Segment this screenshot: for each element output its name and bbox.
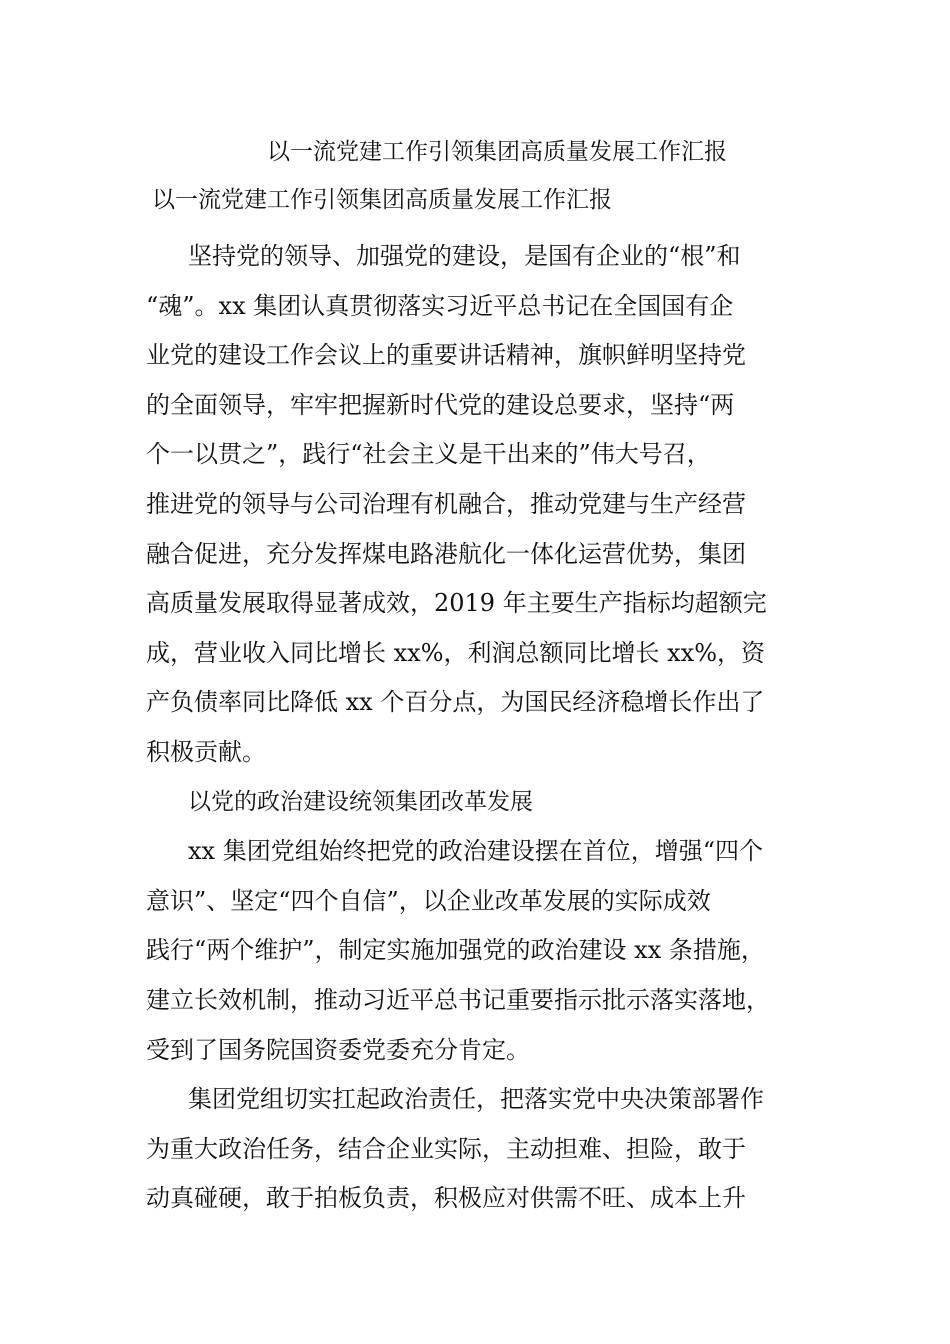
text-line: 积极贡献。 bbox=[146, 737, 266, 766]
text-line: 的全面领导，牢牢把握新时代党的建设总要求，坚持“两 bbox=[146, 390, 735, 419]
paragraph-political-responsibility bbox=[146, 1075, 826, 1224]
text-line: 集团党组切实扛起政治责任，把落实党中央决策部署作 bbox=[188, 1085, 764, 1114]
text-line: 受到了国务院国资委党委充分肯定。 bbox=[146, 1035, 530, 1064]
text-line: 为重大政治任务，结合企业实际，主动担难、担险，敢于 bbox=[146, 1134, 746, 1163]
text-line: 推进党的领导与公司治理有机融合，推动党建与生产经营 bbox=[146, 489, 746, 518]
text-line: 建立长效机制，推动习近平总书记重要指示批示落实落地， bbox=[146, 985, 770, 1014]
text-line: 意识”、坚定“四个自信”，以企业改革发展的实际成效 bbox=[146, 886, 711, 915]
section-heading bbox=[146, 778, 826, 828]
text-line: 动真碰硬，敢于拍板负责，积极应对供需不旺、成本上升 bbox=[146, 1184, 746, 1213]
text-line: 高质量发展取得显著成效，2019 年主要生产指标均超额完 bbox=[146, 589, 767, 618]
text-line: 融合促进，充分发挥煤电路港航化一体化运营优势，集团 bbox=[146, 539, 746, 568]
text-line: 成，营业收入同比增长 xx%，利润总额同比增长 xx%，资 bbox=[146, 638, 766, 667]
text-line: 个一以贯之”，践行“社会主义是干出来的”伟大号召， bbox=[146, 440, 711, 469]
text-line: 践行“两个维护”，制定实施加强党的政治建设 xx 条措施， bbox=[146, 936, 765, 965]
paragraph-political-building bbox=[146, 827, 826, 1075]
text-line: “魂”。xx 集团认真贯彻落实习近平总书记在全国国有企 bbox=[146, 291, 734, 320]
text-line: 业党的建设工作会议上的重要讲话精神，旗帜鲜明坚持党 bbox=[146, 341, 746, 370]
document-body bbox=[146, 232, 826, 1224]
paragraph-intro bbox=[146, 232, 826, 778]
text-line: 产负债率同比降低 xx 个百分点，为国民经济稳增长作出了 bbox=[146, 688, 765, 717]
document-title: 以一流党建工作引领集团高质量发展工作汇报 bbox=[267, 139, 727, 165]
document-subtitle: 以一流党建工作引领集团高质量发展工作汇报 bbox=[152, 187, 612, 213]
text-line: 以党的政治建设统领集团改革发展 bbox=[188, 788, 533, 815]
text-line: xx 集团党组始终把党的政治建设摆在首位，增强“四个 bbox=[188, 837, 763, 866]
text-line: 坚持党的领导、加强党的建设，是国有企业的“根”和 bbox=[188, 242, 741, 270]
